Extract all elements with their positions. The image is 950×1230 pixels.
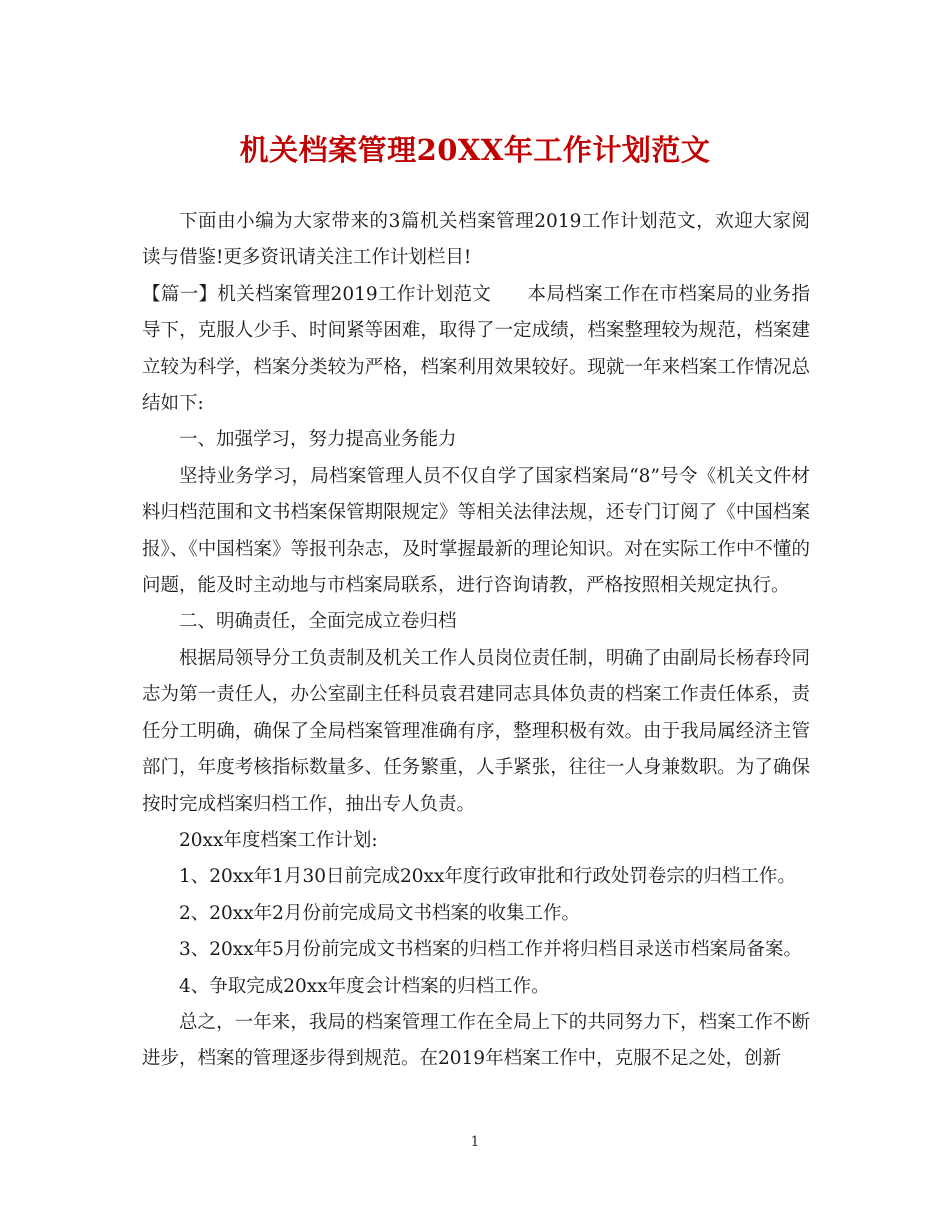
conclusion-paragraph: 总之，一年来，我局的档案管理工作在全局上下的共同努力下，档案工作不断进步，档案的管理逐步得到规范。在2019年档案工作中，克服不足之处，创新 [142, 1011, 810, 1070]
section-one-text: 本局档案工作在市档案局的业务指导下，克服人少手、时间紧等困难，取得了一定成绩，档案整理较为规范，档案建立较为科学，档案分类较为严格，档案利用效果较好。现就一年来档案工作情况总结如下: [142, 283, 810, 415]
paragraph-one: 坚持业务学习，局档案管理人员不仅自学了国家档案局“8”号令《机关文件材料归档范围和文书档案保管期限规定》等相关法律法规，还专门订阅了《中国档案报》、《中国档案》等报刊杂志，及时掌握最新的理论知识。对在实际工作中不懂的问题，能及时主动地与市档案局联系，进行咨询请教，严格按照相关规定执行。 [142, 465, 810, 597]
section-one-paragraph [142, 277, 810, 423]
section-one-label: 【篇一】机关档案管理2019工作计划范文 [142, 283, 492, 305]
paragraph-two: 根据局领导分工负责制及机关工作人员岗位责任制，明确了由副局长杨春玲同志为第一责任人，办公室副主任科员袁君建同志具体负责的档案工作责任体系，责任分工明确，确保了全局档案管理准确有序，整理积极有效。由于我局属经济主管部门，年度考核指标数量多、任务繁重，人手紧张，往往一人身兼数职。为了确保按时完成档案归档工作，抽出专人负责。 [142, 647, 810, 815]
page-number: 1 [470, 1134, 480, 1150]
intro-paragraph: 下面由小编为大家带来的3篇机关档案管理2019工作计划范文，欢迎大家阅读与借鉴!更多资讯请关注工作计划栏目! [142, 211, 810, 269]
plan-item-1: 1、20xx年1月30日前完成20xx年度行政审批和行政处罚卷宗的归档工作。 [179, 866, 796, 888]
document-title: 机关档案管理20XX年工作计划范文 [239, 133, 711, 167]
plan-heading: 20xx年度档案工作计划: [179, 829, 378, 851]
document-body [142, 204, 810, 1078]
heading-two: 二、明确责任，全面完成立卷归档 [179, 611, 457, 633]
plan-item-3: 3、20xx年5月份前完成文书档案的归档工作并将归档目录送市档案局备案。 [179, 939, 802, 961]
heading-one: 一、加强学习，努力提高业务能力 [179, 429, 457, 451]
plan-item-2: 2、20xx年2月份前完成局文书档案的收集工作。 [179, 902, 580, 924]
plan-item-4: 4、争取完成20xx年度会计档案的归档工作。 [179, 975, 550, 997]
